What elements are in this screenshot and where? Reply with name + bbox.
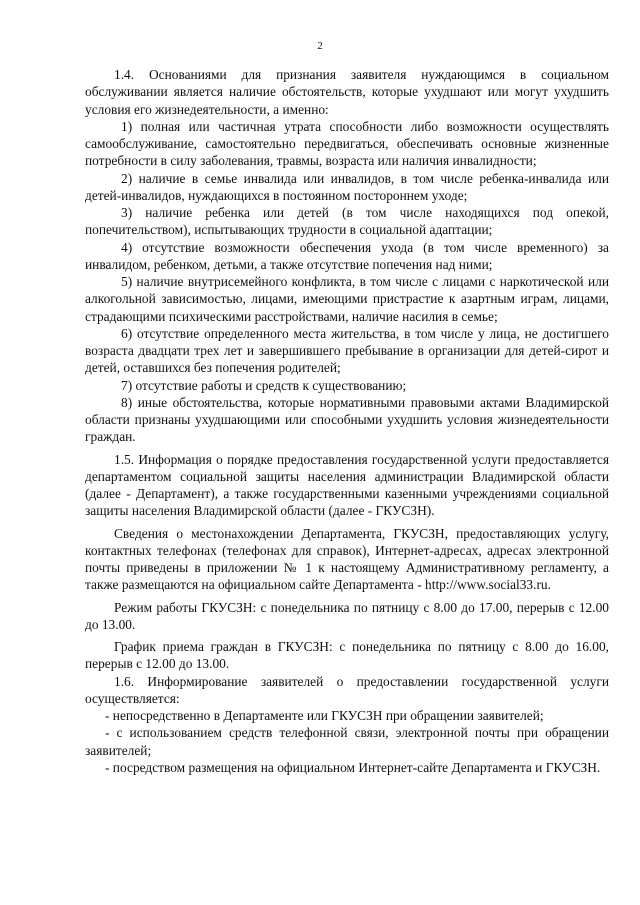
document-body (85, 66, 609, 776)
list-item-4: 4) отсутствие возможности обеспечения ухода (в том числе временного) за инвалидом, ребенком, детьми, а также отсутствие попечения над ними; (85, 239, 609, 272)
paragraph-location-info: Сведения о местонахождении Департамента, ГКУСЗН, предоставляющих услугу, контактных телефонах (телефонах для справок), Интернет-адресах, адресах электронной почты приведены в приложении № 1 к настоящему Административному регламенту, а также размещаются на официальном сайте Департамента - http://www.social33.ru. (85, 525, 609, 593)
list-item-2: 2) наличие в семье инвалида или инвалидов, в том числе ребенка-инвалида или детей-инвалидов, нуждающихся в постоянном постороннем уходе; (85, 170, 609, 203)
page-number: 2 (317, 40, 323, 52)
list-item-1: 1) полная или частичная утрата способности либо возможности осуществлять самообслуживание, самостоятельно передвигаться, обеспечивать основные жизненные потребности в силу заболевания, травмы, возраста или наличия инвалидности; (85, 118, 609, 169)
list-item-5: 5) наличие внутрисемейного конфликта, в том числе с лицами с наркотической или алкогольной зависимостью, лицами, имеющими пристрастие к азартным играм, лицами, страдающими психическими расстройствами, наличие насилия в семье; (85, 274, 609, 324)
paragraph-reception-schedule: График приема граждан в ГКУСЗН: с понедельника по пятницу с 8.00 до 16.00, перерыв с 12.00 до 13.00. (85, 639, 609, 672)
list-item-3: 3) наличие ребенка или детей (в том числе находящихся под опекой, попечительством), испытывающих трудности в социальной адаптации; (85, 205, 609, 238)
list-item-7: 7) отсутствие работы и средств к существованию; (121, 377, 407, 393)
bullet-item-website: - посредством размещения на официальном Интернет-сайте Департамента и ГКУСЗН. (105, 759, 601, 775)
bullet-item-in-person: - непосредственно в Департаменте или ГКУСЗН при обращении заявителей; (105, 708, 544, 723)
bullet-item-phone-email: - с использованием средств телефонной связи, электронной почты при обращении заявителей; (85, 725, 609, 758)
list-item-6: 6) отсутствие определенного места жительства, в том числе у лица, не достигшего возраста двадцати трех лет и завершившего пребывание в организации для детей-сирот и детей, оставшихся без попечения родителей; (85, 325, 609, 376)
paragraph-1-6: 1.6. Информирование заявителей о предоставлении государственной услуги осуществляется: (85, 673, 609, 706)
list-item-8: 8) иные обстоятельства, которые нормативными правовыми актами Владимирской области признаны ухудшающими или способными ухудшить условия жизнедеятельности граждан. (85, 394, 609, 445)
paragraph-work-hours: Режим работы ГКУСЗН: с понедельника по пятницу с 8.00 до 17.00, перерыв с 12.00 до 13.00. (85, 599, 609, 632)
paragraph-1-5: 1.5. Информация о порядке предоставления государственной услуги предоставляется департаментом социальной защиты населения администрации Владимирской области (далее - Департамент), а также государственными казенными учреждениями социальной защиты населения Владимирской области (далее - ГКУСЗН). (85, 451, 609, 519)
paragraph-1-4: 1.4. Основаниями для признания заявителя нуждающимся в социальном обслуживании является наличие обстоятельств, которые ухудшают или могут ухудшить условия его жизнедеятельности, а именно: (85, 67, 609, 117)
